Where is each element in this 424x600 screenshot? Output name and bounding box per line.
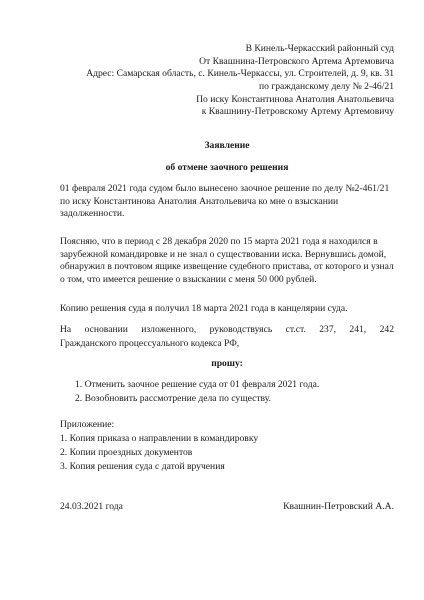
- appendix-heading: Приложение:: [60, 419, 115, 430]
- addressee-block: [86, 43, 394, 119]
- appendix-item: 2. Копии проездных документов: [60, 447, 193, 458]
- request-item: 2. Возобновить рассмотрение дела по существу.: [75, 393, 271, 404]
- basis-line-2: Гражданского процессуального кодекса РФ,: [60, 338, 240, 349]
- document-subtitle: об отмене заочного решения: [165, 162, 289, 173]
- basis-line-1: На основании изложенного, руководствуясь ст.ст. 237, 241, 242: [60, 324, 394, 335]
- addressee-court: В Кинель-Черкасский районный суд: [245, 43, 394, 54]
- paragraph-explanation: Поясняю, что в период с 28 декабря 2020 по 15 марта 2021 года я находился в зарубежной командировке и не знал о существовании иска. Вернувшись домой, обнаружил в почтовом ящике извещение судебного пристава, от которого и узнал о том, что имеется решение о взыскании с меня 50 000 рублей.: [60, 236, 394, 285]
- case-number: по гражданскому делу № 2-46/21: [258, 80, 394, 92]
- signature: Квашнин-Петровский А.А.: [283, 501, 394, 512]
- applicant-address: Адрес: Самарская область, с. Кинель-Черкассы, ул. Строителей, д. 9, кв. 31: [86, 68, 394, 80]
- appendix-item: 3. Копия решения суда с датой вручения: [60, 461, 225, 472]
- plaintiff: По иску Константинова Анатолия Анатольевича: [196, 93, 394, 105]
- paragraph-copy-received: Копию решения суда я получил 18 марта 2021 года в канцелярии суда.: [60, 303, 348, 314]
- applicant-name: От Квашнина-Петровского Артема Артемовича: [199, 55, 394, 67]
- defendant: к Квашнину-Петровскому Артему Артемовичу: [201, 106, 394, 118]
- appendix-item: 1. Копия приказа о направлении в командировку: [60, 433, 259, 444]
- paragraph-decision: 01 февраля 2021 года судом было вынесено заочное решение по делу №2-461/21 по иску Константинова Анатолия Анатольевича ко мне о взыскании задолженности.: [60, 183, 390, 220]
- request-item: 1. Отменить заочное решение суда от 01 февраля 2021 года.: [75, 379, 320, 390]
- request-heading: прошу:: [211, 358, 243, 369]
- document-page: [60, 0, 394, 600]
- document-title: Заявление: [204, 140, 250, 151]
- document-date: 24.03.2021 года: [60, 501, 123, 512]
